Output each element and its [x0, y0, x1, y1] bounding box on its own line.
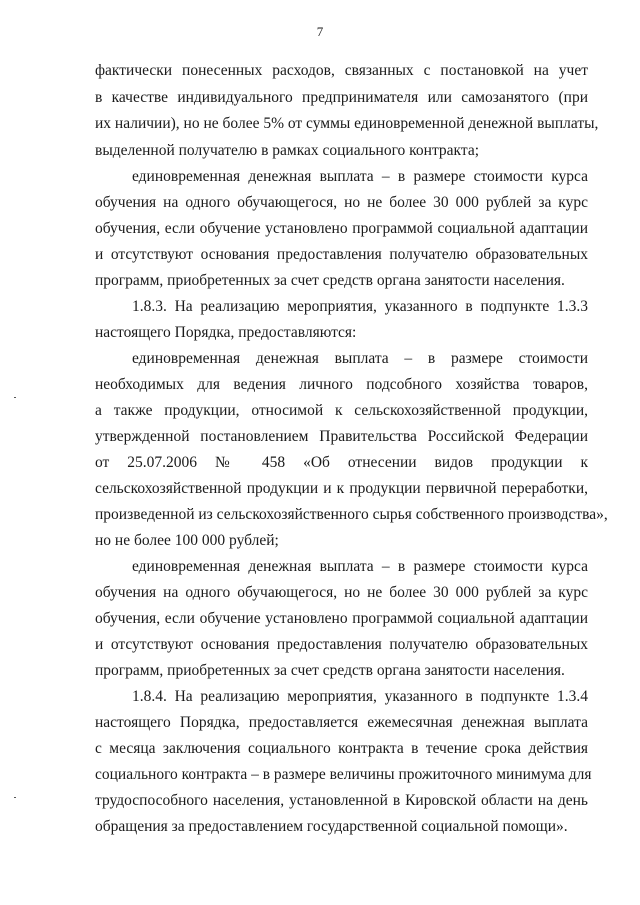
page-number: 7 — [316, 24, 324, 39]
text-line: произведенной из сельскохозяйственного сырья собственного производства», — [95, 506, 608, 523]
text-line: настоящего Порядка, предоставляются: — [95, 324, 357, 341]
text-line: обучения на одного обучающегося, но не более 30 000 рублей за курс — [95, 584, 588, 601]
text-line: выделенной получателю в рамках социального контракта; — [95, 142, 480, 159]
text-line: социального контракта – в размере величины прожиточного минимума для — [95, 766, 592, 783]
text-line: 1.8.3. На реализацию мероприятия, указанного в подпункте 1.3.3 — [132, 298, 588, 315]
text-line: единовременная денежная выплата – в размере стоимости — [132, 350, 588, 367]
text-line: обучения, если обучение установлено программой социальной адаптации — [95, 610, 588, 627]
scan-mark — [14, 797, 16, 798]
scan-mark — [14, 397, 16, 398]
text-line: программ, приобретенных за счет средств органа занятости населения. — [95, 272, 565, 289]
text-line: фактически понесенных расходов, связанных с постановкой на учет — [95, 62, 588, 79]
text-line: и отсутствуют основания предоставления получателю образовательных — [95, 636, 588, 653]
text-line: программ, приобретенных за счет средств органа занятости населения. — [95, 662, 565, 679]
text-line: с месяца заключения социального контракта в течение срока действия — [95, 740, 588, 757]
text-line: единовременная денежная выплата – в размере стоимости курса — [132, 558, 588, 575]
text-line: от 25.07.2006 № 458 «Об отнесении видов продукции к — [95, 454, 588, 471]
text-line: но не более 100 000 рублей; — [95, 532, 279, 549]
text-line: трудоспособного населения, установленной в Кировской области на день — [95, 792, 588, 809]
text-line: единовременная денежная выплата – в размере стоимости курса — [132, 168, 588, 185]
text-line: а также продукции, относимой к сельскохозяйственной продукции, — [95, 402, 588, 419]
text-line: обучения, если обучение установлено программой социальной адаптации — [95, 220, 588, 237]
text-line: в качестве индивидуального предпринимателя или самозанятого (при — [95, 89, 588, 106]
text-line: и отсутствуют основания предоставления получателю образовательных — [95, 246, 588, 263]
text-line: сельскохозяйственной продукции и к продукции первичной переработки, — [95, 480, 588, 497]
text-line: обучения на одного обучающегося, но не более 30 000 рублей за курс — [95, 194, 588, 211]
text-line: их наличии), но не более 5% от суммы единовременной денежной выплаты, — [95, 115, 599, 132]
text-line: настоящего Порядка, предоставляется ежемесячная денежная выплата — [95, 714, 588, 731]
text-line: необходимых для ведения личного подсобного хозяйства товаров, — [95, 376, 588, 393]
text-line: утвержденной постановлением Правительства Российской Федерации — [95, 428, 588, 445]
text-line: 1.8.4. На реализацию мероприятия, указанного в подпункте 1.3.4 — [132, 688, 588, 705]
text-line: обращения за предоставлением государственной социальной помощи». — [95, 818, 568, 835]
